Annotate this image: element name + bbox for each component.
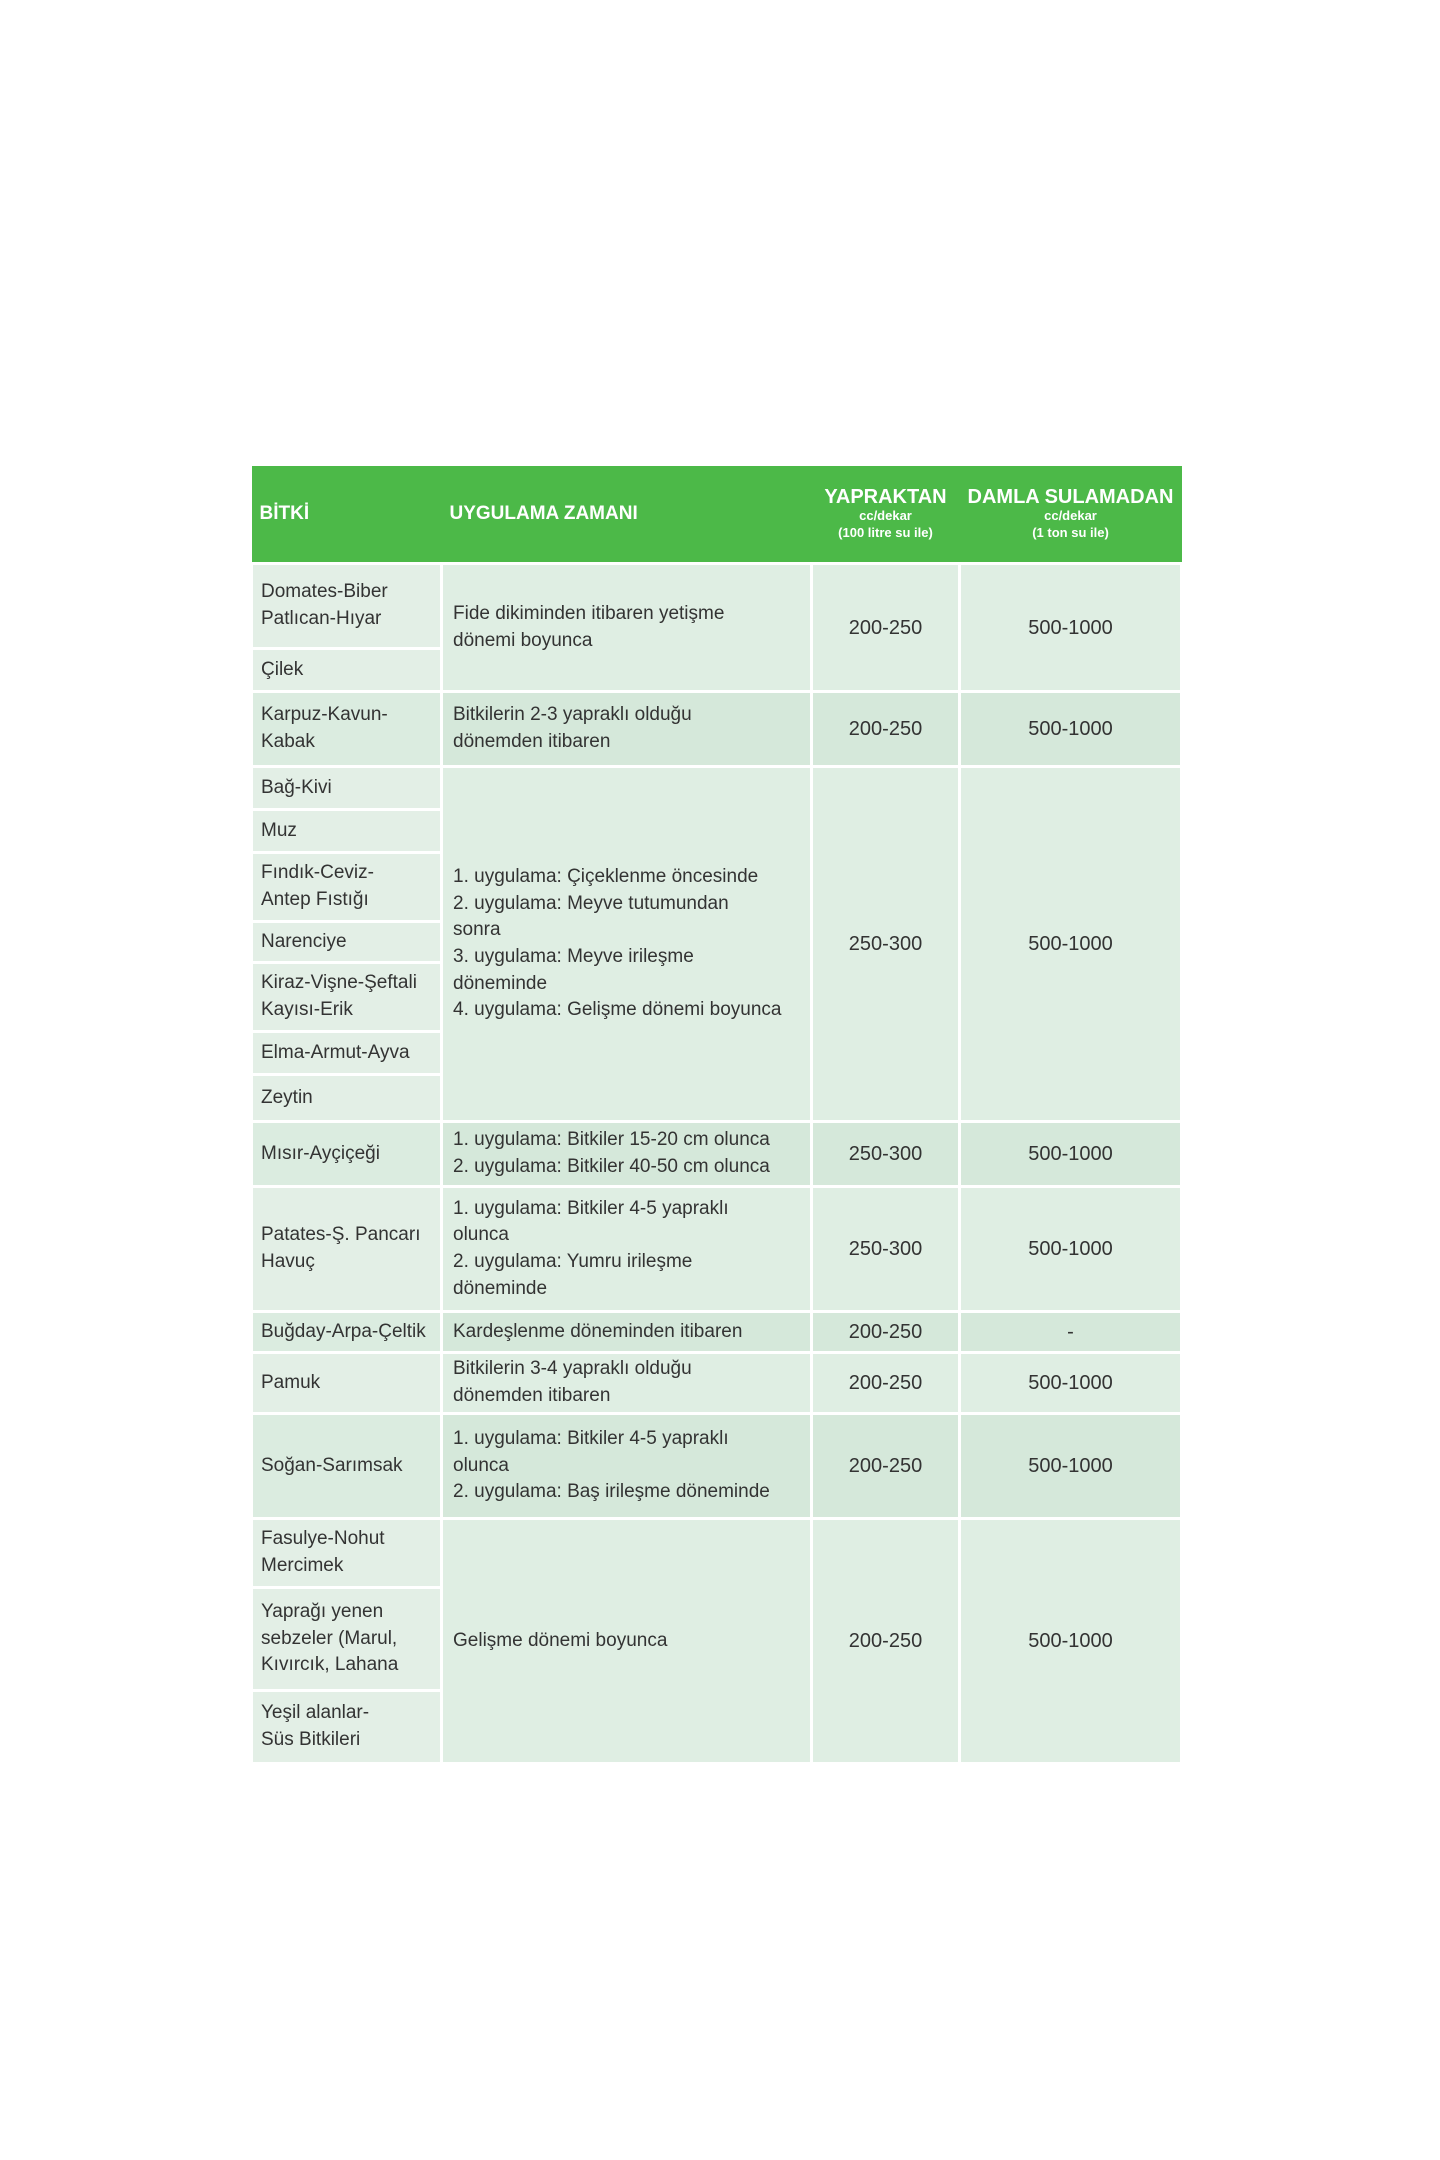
foliar-dose-cell: 250-300 [812,1187,960,1312]
plant-cell: Fındık-Ceviz- Antep Fıstığı [252,853,442,922]
foliar-dose-cell: 250-300 [812,1122,960,1187]
drip-dose-cell: 500-1000 [960,692,1182,767]
header-drip [960,466,1182,564]
plant-cell: Narenciye [252,922,442,963]
plant-cell: Kiraz-Vişne-Şeftali Kayısı-Erik [252,963,442,1032]
plant-cell: Fasulye-Nohut Mercimek [252,1519,442,1588]
plant-cell: Elma-Armut-Ayva [252,1032,442,1075]
table-row [252,1414,1182,1519]
table-row [252,1312,1182,1353]
header-plant: BİTKİ [252,466,442,564]
drip-dose-cell: 500-1000 [960,1414,1182,1519]
drip-dose-cell: 500-1000 [960,1353,1182,1414]
plant-cell: Soğan-Sarımsak [252,1414,442,1519]
header-foliar-unit: cc/dekar [859,508,912,524]
table-row [252,1353,1182,1414]
application-time-cell: 1. uygulama: Çiçeklenme öncesinde 2. uygulama: Meyve tutumundan sonra 3. uygulama: Meyve irileşme döneminde 4. uygulama: Gelişme dönemi boyunca [442,767,812,1122]
plant-cell: Pamuk [252,1353,442,1414]
application-time-cell: 1. uygulama: Bitkiler 4-5 yapraklı olunca 2. uygulama: Baş irileşme döneminde [442,1414,812,1519]
drip-dose-cell: 500-1000 [960,1122,1182,1187]
table-header-row [252,466,1182,564]
plant-cell: Mısır-Ayçiçeği [252,1122,442,1187]
foliar-dose-cell: 200-250 [812,1312,960,1353]
plant-cell: Yaprağı yenen sebzeler (Marul, Kıvırcık, Lahana [252,1588,442,1691]
header-foliar-title: YAPRAKTAN [824,486,947,509]
plant-cell: Patates-Ş. Pancarı Havuç [252,1187,442,1312]
application-time-cell: 1. uygulama: Bitkiler 15-20 cm olunca 2. uygulama: Bitkiler 40-50 cm olunca [442,1122,812,1187]
plant-cell: Muz [252,810,442,853]
drip-dose-cell: 500-1000 [960,1187,1182,1312]
dosage-table-container [250,466,1180,1765]
header-foliar [812,466,960,564]
foliar-dose-cell: 250-300 [812,767,960,1122]
table-row [252,1519,1182,1588]
header-drip-note: (1 ton su ile) [1032,525,1109,541]
application-time-cell: Bitkilerin 2-3 yapraklı olduğu dönemden itibaren [442,692,812,767]
application-time-cell: 1. uygulama: Bitkiler 4-5 yapraklı olunca 2. uygulama: Yumru irileşme döneminde [442,1187,812,1312]
drip-dose-cell: - [960,1312,1182,1353]
plant-cell: Bağ-Kivi [252,767,442,810]
foliar-dose-cell: 200-250 [812,692,960,767]
table-row [252,1187,1182,1312]
table-row [252,1122,1182,1187]
drip-dose-cell: 500-1000 [960,1519,1182,1764]
plant-cell: Yeşil alanlar- Süs Bitkileri [252,1691,442,1764]
plant-cell: Zeytin [252,1075,442,1122]
foliar-dose-cell: 200-250 [812,1519,960,1764]
header-drip-unit: cc/dekar [1044,508,1097,524]
application-time-cell: Gelişme dönemi boyunca [442,1519,812,1764]
header-application-time: UYGULAMA ZAMANI [442,466,812,564]
header-drip-title: DAMLA SULAMADAN [967,486,1174,509]
table-row [252,767,1182,810]
dosage-table [250,466,1183,1765]
foliar-dose-cell: 200-250 [812,1414,960,1519]
header-foliar-note: (100 litre su ile) [838,525,933,541]
drip-dose-cell: 500-1000 [960,767,1182,1122]
drip-dose-cell: 500-1000 [960,564,1182,692]
plant-cell: Buğday-Arpa-Çeltik [252,1312,442,1353]
table-row [252,564,1182,649]
foliar-dose-cell: 200-250 [812,1353,960,1414]
plant-cell: Karpuz-Kavun- Kabak [252,692,442,767]
application-time-cell: Bitkilerin 3-4 yapraklı olduğu dönemden itibaren [442,1353,812,1414]
table-row [252,692,1182,767]
plant-cell: Çilek [252,649,442,692]
plant-cell: Domates-Biber Patlıcan-Hıyar [252,564,442,649]
application-time-cell: Kardeşlenme döneminden itibaren [442,1312,812,1353]
foliar-dose-cell: 200-250 [812,564,960,692]
application-time-cell: Fide dikiminden itibaren yetişme dönemi boyunca [442,564,812,692]
